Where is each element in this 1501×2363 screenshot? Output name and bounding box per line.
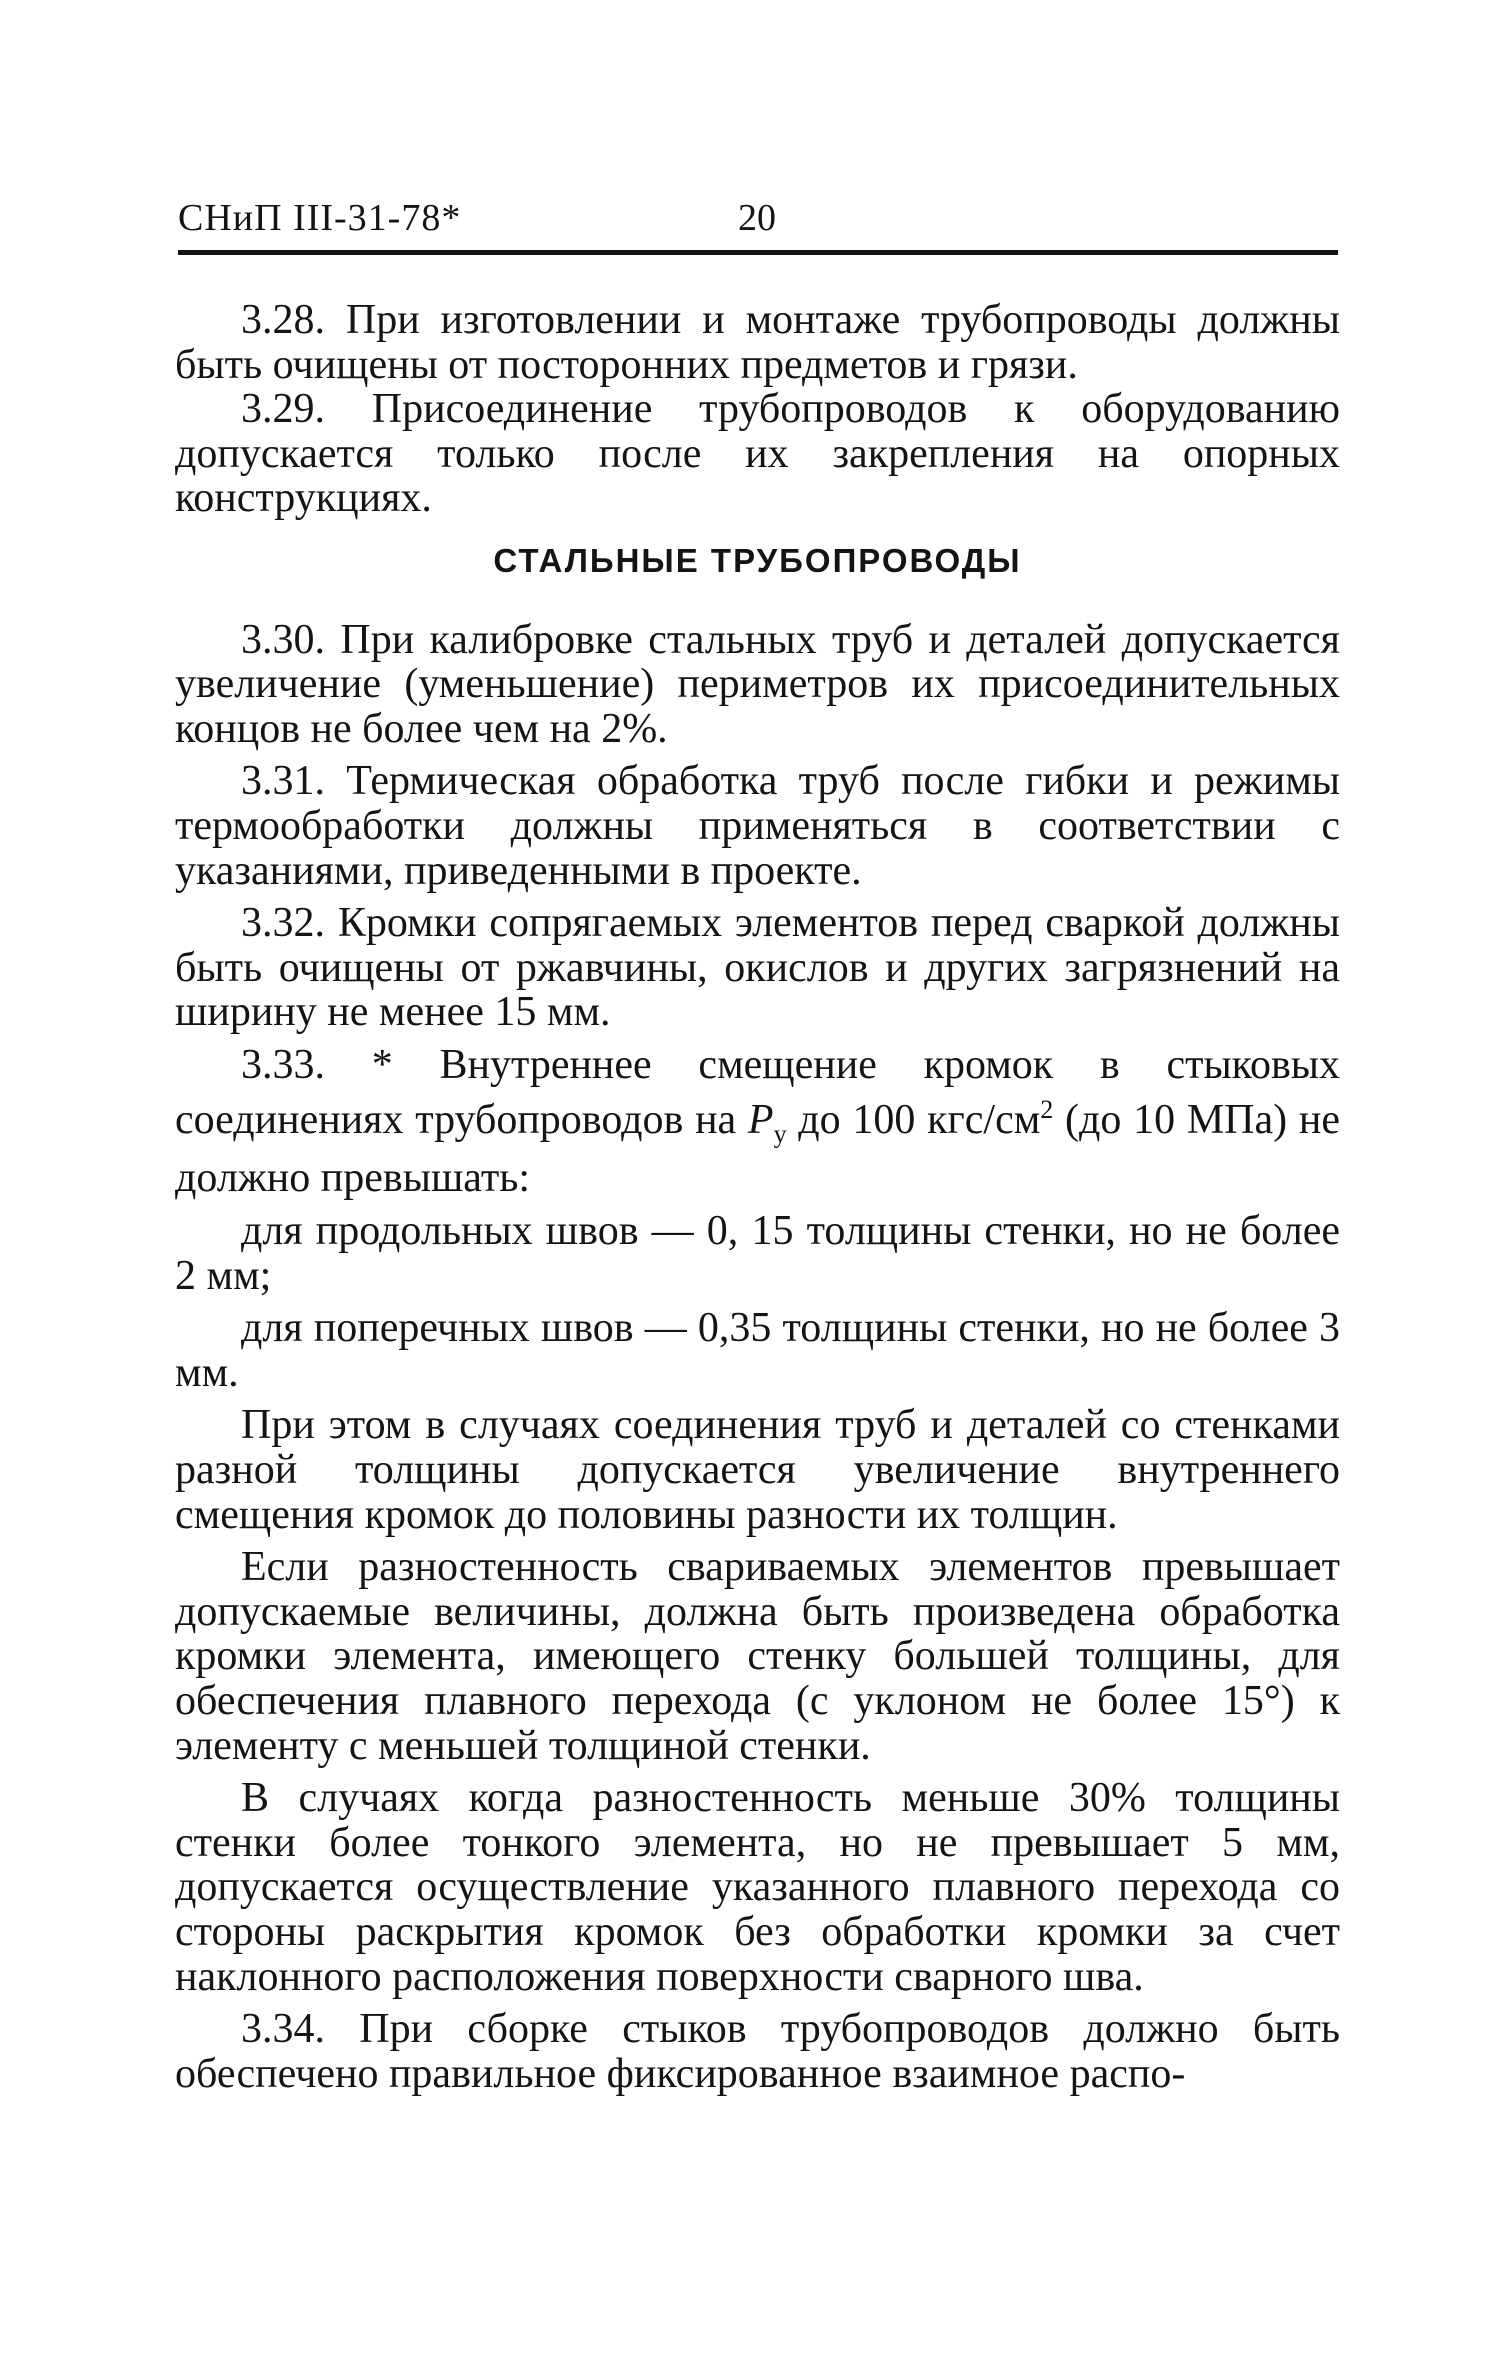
- clause-number: 3.33. *: [241, 1041, 393, 1088]
- transverse-seams-rule: для поперечных швов — 0,35 толщины стенки, но не более 3 мм.: [175, 1305, 1340, 1396]
- clause-text-mid: до 100 кгс/см: [786, 1096, 1041, 1143]
- clause-3-29: [175, 387, 1340, 521]
- clause-number: 3.34.: [241, 2006, 325, 2053]
- clause-3-32: [175, 901, 1340, 1035]
- section-heading: СТАЛЬНЫЕ ТРУБОПРОВОДЫ: [493, 541, 1022, 579]
- clause-text: При калибровке стальных труб и деталей допускается увеличение (уменьшение) периметров их присоединительных концов не более чем на 2%.: [175, 616, 1340, 752]
- clause-3-31: [175, 759, 1340, 893]
- clause-3-33: [175, 1043, 1340, 1201]
- page-header: [178, 196, 1338, 246]
- unit-superscript: 2: [1040, 1094, 1054, 1124]
- clause-3-30: [175, 618, 1340, 752]
- clause-text: Присоединение трубопроводов к оборудованию допускается только после их закрепления на опорных конструкциях.: [175, 386, 1340, 522]
- clause-number: 3.31.: [241, 758, 325, 805]
- longitudinal-seams-rule: для продольных швов — 0, 15 толщины стенки, но не более 2 мм;: [175, 1208, 1340, 1299]
- header-rule: [178, 250, 1338, 255]
- clause-number: 3.32.: [241, 900, 325, 947]
- clause-3-28: [175, 298, 1340, 387]
- document-body: [175, 298, 1340, 2096]
- clause-3-34: [175, 2007, 1340, 2096]
- pressure-symbol: P: [747, 1096, 774, 1143]
- clause-text: При сборке стыков трубопроводов должно быть обеспечено правильное фиксированное взаимное распо-: [175, 2006, 1340, 2097]
- clause-text: При изготовлении и монтаже трубопроводы должны быть очищены от посторонних предметов и грязи.: [175, 297, 1340, 388]
- clause-text: Внутреннее смещение кромок в стыковых соединениях трубопроводов на: [175, 1041, 1340, 1143]
- under-30-percent-paragraph: В случаях когда разностенность меньше 30% толщины стенки более тонкого элемента, но не превышает 5 мм, допускается осуществление указанного плавного перехода со стороны раскрытия кромок без обработки кромки за счет наклонного расположения поверхности сварного шва.: [175, 1775, 1340, 2000]
- edge-chamfer-paragraph: Если разностенность свариваемых элементов превышает допускаемые величины, должна быть произведена обработка кромки элемента, имеющего стенку большей толщины, для обеспечения плавного перехода (с уклоном не более 15°) к элементу с меньшей толщиной стенки.: [175, 1544, 1340, 1769]
- different-walls-paragraph: При этом в случаях соединения труб и деталей со стенками разной толщины допускается увеличение внутреннего смещения кромок до половины разности их толщин.: [175, 1402, 1340, 1538]
- clause-text: Термическая обработка труб после гибки и режимы термообработки должны применяться в соответствии с указаниями, приведенными в проекте.: [175, 758, 1340, 894]
- pressure-subscript: у: [773, 1118, 787, 1148]
- clause-number: 3.30.: [241, 616, 325, 663]
- clause-text: Кромки сопрягаемых элементов перед сваркой должны быть очищены от ржавчины, окислов и других загрязнений на ширину не менее 15 мм.: [175, 900, 1340, 1036]
- document-code: СНиП III-31-78*: [178, 197, 462, 239]
- clause-text-end: (до 10 МПа) не должно превышать:: [175, 1096, 1340, 1202]
- clause-number: 3.28.: [241, 297, 325, 343]
- page-number: 20: [738, 197, 776, 239]
- clause-number: 3.29.: [241, 386, 325, 433]
